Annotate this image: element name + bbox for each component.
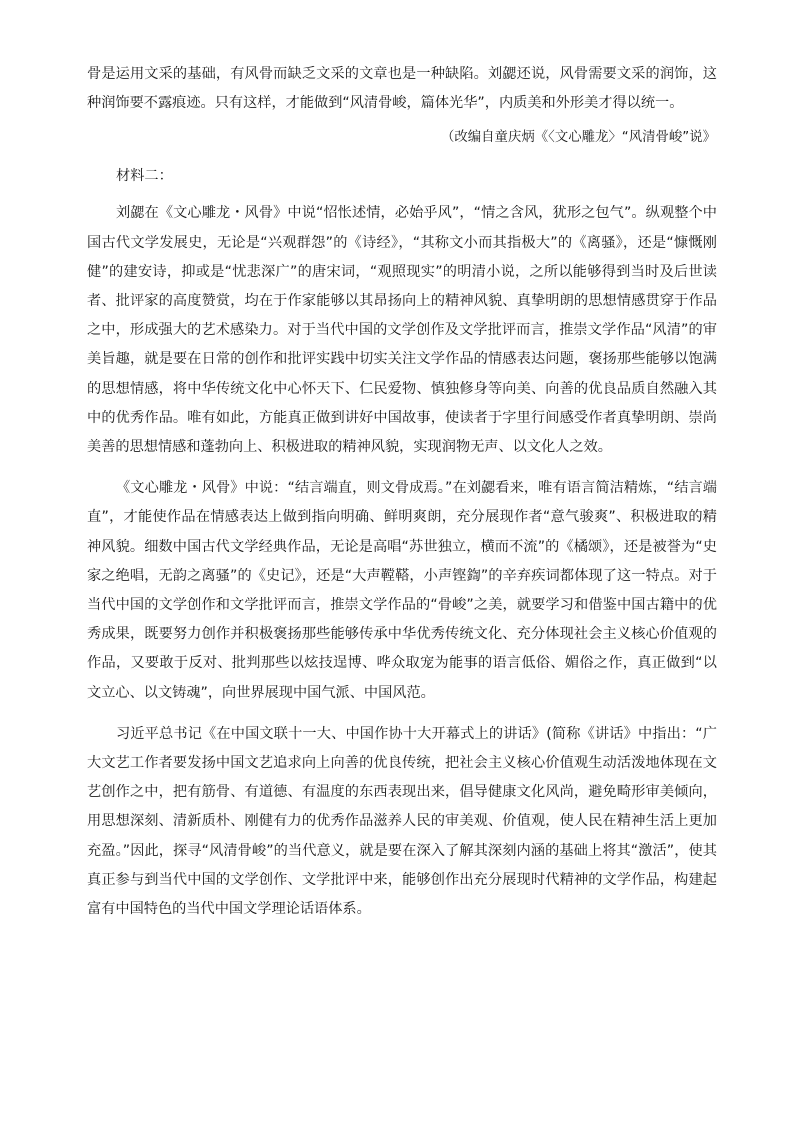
paragraph-gap (87, 708, 717, 720)
paragraph-material-two-3: 习近平总书记《在中国文联十一大、中国作协十大开幕式上的讲话》(简称《讲话》中指出：“广大文艺工作者要发扬中国文艺追求向上向善的优良传统，把社会主义核心价值观生动活泼地体现在文艺创作之中，把有筋骨、有道德、有温度的东西表现出来，倡导健康文化风尚，避免畸形审美倾向，用思想深刻、清新质朴、刚健有力的优秀作品滋养人民的审美观、价值观，使人民在精神生活上更加充盈。”因此，探寻“风清骨峻”的当代意义，就是要在深入了解其深刻内涵的基础上将其“激活”，使其真正参与到当代中国的文学创作、文学批评中来，能够创作出充分展现时代精神的文学作品，构建起富有中国特色的当代中国文学理论话语体系。 (87, 725, 717, 918)
paragraph-material-two-1: 刘勰在《文心雕龙・风骨》中说“怊怅述情，必始乎风”，“情之含风，犹形之包气”。纵观整个中国古代文学发展史，无论是“兴观群怨”的《诗经》，“其称文小而其指极大”的《离骚》，还是“慷慨刚健”的建安诗，抑或是“忧悲深广”的唐宋词，“观照现实”的明清小说，之所以能够得到当时及后世读者、批评家的高度赞赏，均在于作家能够以其昂扬向上的精神风貌、真挚明朗的思想情感贯穿于作品之中，形成强大的艺术感染力。对于当代中国的文学创作及文学批评而言，推崇文学作品“风清”的审美旨趣，就是要在日常的创作和批评实践中切实关注文学作品的情感表达问题，褒扬那些能够以饱满的思想情感，将中华传统文化中心怀天下、仁民爱物、慎独修身等向美、向善的优良品质自然融入其中的优秀作品。唯有如此，方能真正做到讲好中国故事，使读者于字里行间感受作者真挚明朗、崇尚美善的思想情感和蓬勃向上、积极进取的精神风貌，实现润物无声、以文化人之效。 (87, 205, 717, 456)
source-citation: （改编自童庆炳《〈文心雕龙〉“风清骨峻”说》 (441, 130, 716, 146)
section-label: 材料二： (116, 168, 173, 185)
paragraph-gap (87, 462, 717, 474)
paragraph-material-two-2: 《文心雕龙・风骨》中说：“结言端直，则文骨成焉。”在刘勰看来，唯有语言简洁精炼，“结言端直”，才能使作品在情感表达上做到指向明确、鲜明爽朗，充分展现作者“意气骏爽”、积极进取的精神风貌。细数中国古代文学经典作品，无论是高唱“苏世独立，横而不流”的《橘颂》，还是被誉为“史家之绝唱，无韵之离骚”的《史记》，还是“大声鞺鞳，小声铿鍧”的辛弃疾词都体现了这一特点。对于当代中国的文学创作和文学批评而言，推崇文学作品的“骨峻”之美，就要学习和借鉴中国古籍中的优秀成果，既要努力创作并积极褒扬那些能够传承中华优秀传统文化、充分体现社会主义核心价值观的作品，又要敢于反对、批判那些以炫技逞博、哗众取宠为能事的语言低俗、媚俗之作，真正做到“以文立心、以文铸魂”，向世界展现中国气派、中国风范。 (87, 480, 717, 701)
document-page (87, 60, 717, 924)
paragraph-opening: 骨是运用文采的基础，有风骨而缺乏文采的文章也是一种缺陷。刘勰还说，风骨需要文采的润饰，这种润饰要不露痕迹。只有这样，才能做到“风清骨峻，篇体光华”，内质美和外形美才得以统一。 (87, 66, 717, 112)
